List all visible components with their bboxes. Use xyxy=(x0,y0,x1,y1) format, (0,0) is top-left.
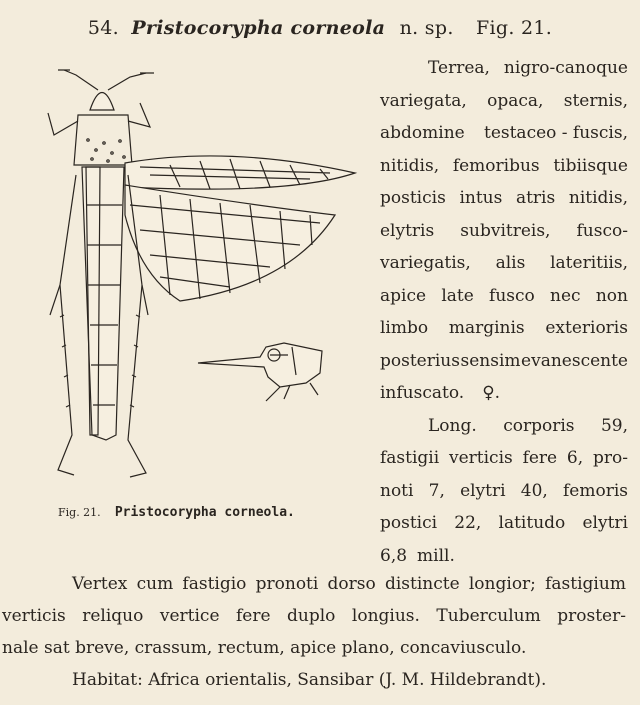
species-heading xyxy=(0,17,640,39)
paragraph-line: verticis reliquo vertice fere duplo longius. Tuberculum proster- xyxy=(2,606,626,626)
description-line: nitidis, femoribus tibiisque xyxy=(380,155,628,176)
description-line: infuscato. ♀. xyxy=(380,377,628,410)
front-left-leg xyxy=(48,113,78,135)
description-line: apice late fusco nec non xyxy=(380,285,628,306)
female-symbol: ♀. xyxy=(482,383,501,403)
description-line: variegata, opaca, sternis, xyxy=(380,90,628,111)
measurement-line: fastigii verticis fere 6, pro- xyxy=(380,448,628,468)
description-line: elytris subvitreis, fusco- xyxy=(380,220,628,241)
paragraph-line: nale sat breve, crassum, rectum, apice plano, concaviusculo. xyxy=(2,638,527,658)
species-number: 54. xyxy=(87,17,119,39)
measurement-line: postici 22, latitudo elytri xyxy=(380,513,628,533)
vertex-paragraph xyxy=(0,568,640,696)
figure-caption-label: Fig. 21. xyxy=(58,506,101,519)
hind-left-tibia xyxy=(58,285,74,475)
front-right-leg xyxy=(128,103,150,127)
head-profile-detail xyxy=(198,343,322,401)
left-antenna xyxy=(64,70,98,90)
description-line: limbo marginis exterioris xyxy=(380,318,628,338)
measurement-line: 6,8 mill. xyxy=(380,545,455,566)
description-line: variegatis, alis lateritiis, xyxy=(380,253,628,273)
measurement-line: Long. corporis 59, xyxy=(428,415,628,436)
measurement-line: noti 7, elytri 40, femoris xyxy=(380,480,628,501)
right-antenna xyxy=(108,73,146,90)
species-status: n. sp. xyxy=(399,17,454,39)
lower-wing xyxy=(125,185,335,301)
habitat-line: Habitat: Africa orientalis, Sansibar (J. M. Hildebrandt). xyxy=(72,670,547,690)
figure-caption xyxy=(58,505,295,520)
figure-reference: Fig. 21. xyxy=(476,17,553,39)
hind-left-femur xyxy=(50,175,76,315)
grasshopper-drawing xyxy=(30,55,370,495)
description-line: posticis intus atris nitidis, xyxy=(380,188,628,208)
head xyxy=(90,93,114,111)
description-line: posterius sensim evanescente xyxy=(380,350,628,371)
paragraph-line: Vertex cum fastigio pronoti dorso distincte longior; fastigium xyxy=(72,574,626,594)
description-line: Terrea, nigro-canoque xyxy=(428,58,628,78)
grasshopper-illustration xyxy=(30,55,370,495)
species-description xyxy=(380,52,628,572)
species-name: Pristocorypha corneola xyxy=(131,17,386,39)
hind-right-tibia xyxy=(128,285,146,477)
figure-caption-name: Pristocorypha corneola. xyxy=(114,505,295,520)
description-line: abdomine testaceo - fuscis, xyxy=(380,123,628,143)
